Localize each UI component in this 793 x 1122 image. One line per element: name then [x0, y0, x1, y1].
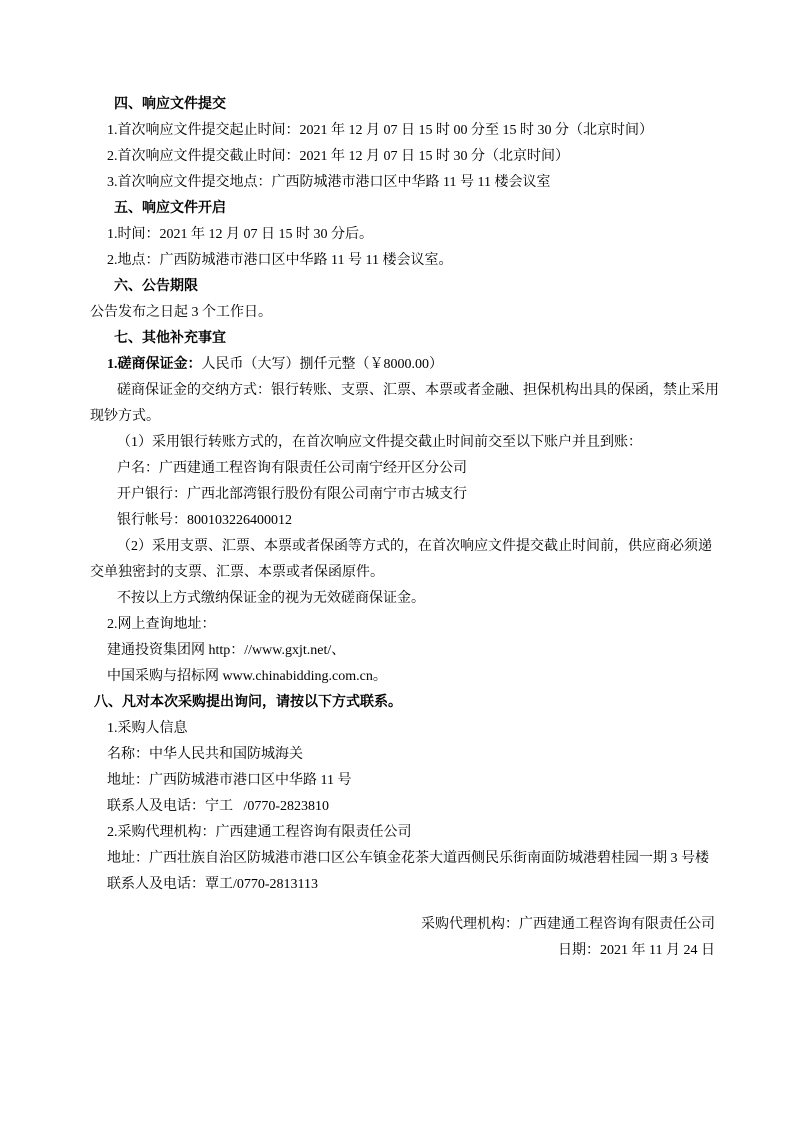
- document-line: 开户银行：广西北部湾银行股份有限公司南宁市古城支行: [117, 487, 467, 502]
- document-line: 公告发布之日起 3 个工作日。: [90, 305, 272, 320]
- document-line: 地址：广西壮族自治区防城港市港口区公车镇金花茶大道西侧民乐街南面防城港碧桂园一期 3 号楼: [107, 851, 709, 866]
- signature-agency-line: 采购代理机构：广西建通工程咨询有限责任公司: [421, 917, 715, 932]
- document-line: 地址：广西防城港市港口区中华路 11 号: [107, 773, 352, 788]
- document-line: 现钞方式。: [90, 409, 160, 424]
- document-line: 1.采购人信息: [107, 721, 188, 736]
- document-line: 交单独密封的支票、汇票、本票或者保函原件。: [90, 565, 384, 580]
- document-line: 联系人及电话：覃工/0770-2813113: [107, 877, 319, 892]
- document-line: 名称：中华人民共和国防城海关: [107, 747, 303, 762]
- document-line: 2.首次响应文件提交截止时间：2021 年 12 月 07 日 15 时 30 分（北京时间）: [107, 149, 569, 164]
- document-line: 2.网上查询地址：: [107, 617, 216, 632]
- document-line: 四、响应文件提交: [114, 97, 226, 112]
- document-body: [90, 92, 719, 898]
- line-label-bold: 1.磋商保证金：: [107, 357, 202, 372]
- document-line: 2.地点：广西防城港市港口区中华路 11 号 11 楼会议室。: [107, 253, 453, 268]
- document-line: 五、响应文件开启: [114, 201, 226, 216]
- signature-date-line: 日期：2021 年 11 月 24 日: [558, 943, 715, 958]
- line-text: 人民币（大写）捌仟元整（￥8000.00）: [201, 357, 443, 372]
- signature-block: [90, 912, 715, 964]
- document-line: （1）采用银行转账方式的，在首次响应文件提交截止时间前交至以下账户并且到账：: [117, 435, 642, 450]
- document-line: 户名：广西建通工程咨询有限责任公司南宁经开区分公司: [117, 461, 467, 476]
- document-line: 银行帐号：800103226400012: [117, 513, 292, 528]
- document-line: 七、其他补充事宜: [114, 331, 226, 346]
- document-line: [90, 352, 715, 378]
- document-line: 六、公告期限: [114, 279, 198, 294]
- document-line: 中国采购与招标网 www.chinabidding.com.cn。: [107, 669, 387, 684]
- document-line: 1.时间：2021 年 12 月 07 日 15 时 30 分后。: [107, 227, 373, 242]
- document-line: 八、凡对本次采购提出询问，请按以下方式联系。: [94, 695, 402, 710]
- document-line: 1.首次响应文件提交起止时间：2021 年 12 月 07 日 15 时 00 分至 15 时 30 分（北京时间）: [107, 123, 653, 138]
- document-line: （2）采用支票、汇票、本票或者保函等方式的，在首次响应文件提交截止时间前，供应商必须递: [117, 539, 712, 554]
- document-line: 磋商保证金的交纳方式：银行转账、支票、汇票、本票或者金融、担保机构出具的保函，禁止采用: [117, 383, 719, 398]
- document-line: 3.首次响应文件提交地点：广西防城港市港口区中华路 11 号 11 楼会议室: [107, 175, 551, 190]
- document-line: 建通投资集团网 http：//www.gxjt.net/、: [107, 643, 346, 658]
- document-line: 联系人及电话：宁工 /0770-2823810: [107, 799, 330, 814]
- document-line: 不按以上方式缴纳保证金的视为无效磋商保证金。: [117, 591, 425, 606]
- document-line: 2.采购代理机构：广西建通工程咨询有限责任公司: [107, 825, 412, 840]
